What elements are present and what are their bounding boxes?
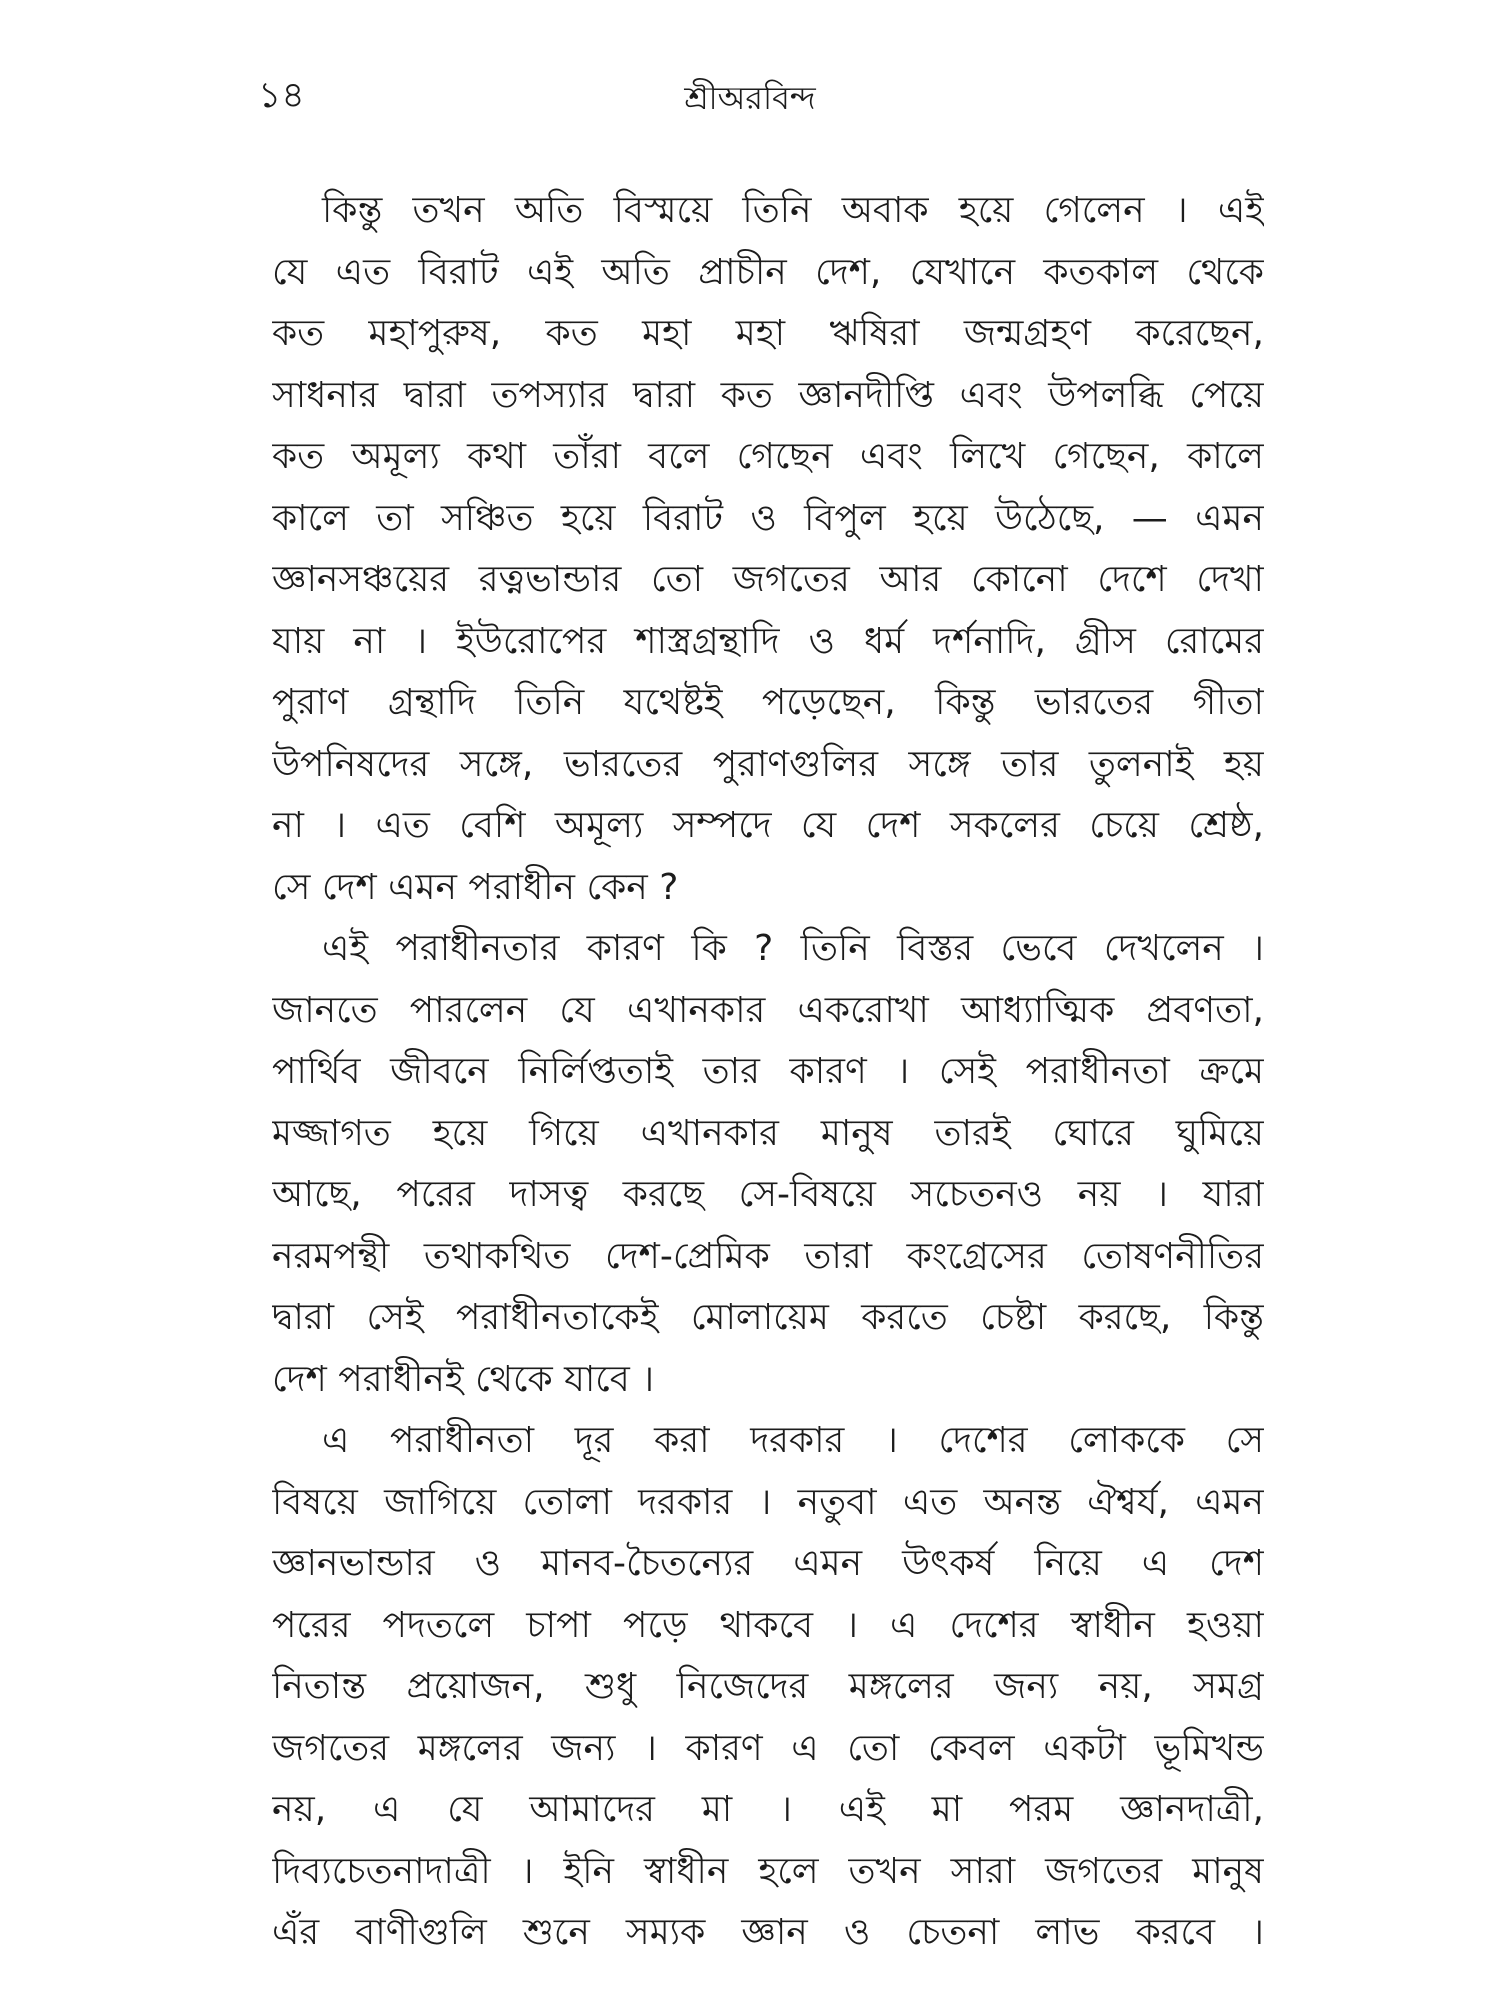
text-line: যায় না । ইউরোপের শাস্ত্রগ্রন্থাদি ও ধর্ম দর্শনাদি, গ্রীস রোমের [272, 620, 1264, 662]
paragraph-1 [272, 180, 1264, 918]
text-line: পরের পদতলে চাপা পড়ে থাকবে । এ দেশের স্বাধীন হওয়া [272, 1604, 1264, 1646]
text-line: আছে, পরের দাসত্ব করছে সে-বিষয়ে সচেতনও নয় । যারা [272, 1174, 1264, 1215]
paragraph-2 [272, 918, 1264, 1410]
text-line: নিতান্ত প্রয়োজন, শুধু নিজেদের মঙ্গলের জন্য নয়, সমগ্র [272, 1666, 1264, 1707]
text-line: জ্ঞানভান্ডার ও মানব-চৈতন্যের এমন উৎকর্ষ নিয়ে এ দেশ [272, 1543, 1264, 1584]
body-text [272, 180, 1264, 1964]
text-line: পার্থিব জীবনে নির্লিপ্ততাই তার কারণ । সেই পরাধীনতা ক্রমে [272, 1051, 1264, 1092]
text-line: জ্ঞানসঞ্চয়ের রত্নভান্ডার তো জগতের আর কোনো দেশে দেখা [272, 559, 1264, 600]
text-line: দিব্যচেতনাদাত্রী । ইনি স্বাধীন হলে তখন সারা জগতের মানুষ [272, 1850, 1264, 1892]
text-line: নরমপন্থী তথাকথিত দেশ-প্রেমিক তারা কংগ্রেসের তোষণনীতির [272, 1235, 1264, 1277]
text-line: কালে তা সঞ্চিত হয়ে বিরাট ও বিপুল হয়ে উঠেছে, — এমন [272, 497, 1264, 539]
text-line: দেশ পরাধীনই থেকে যাবে । [272, 1358, 655, 1400]
text-line: বিষয়ে জাগিয়ে তোলা দরকার । নতুবা এত অনন্ত ঐশ্বর্য, এমন [272, 1481, 1264, 1523]
paragraph-3 [272, 1410, 1264, 1964]
text-line: উপনিষদের সঙ্গে, ভারতের পুরাণগুলির সঙ্গে তার তুলনাই হয় [272, 743, 1264, 785]
text-line: সে দেশ এমন পরাধীন কেন ? [272, 866, 679, 908]
text-line: মজ্জাগত হয়ে গিয়ে এখানকার মানুষ তারই ঘোরে ঘুমিয়ে [272, 1112, 1264, 1154]
text-line: কত মহাপুরুষ, কত মহা মহা ঋষিরা জন্মগ্রহণ করেছেন, [272, 313, 1264, 354]
text-line: দ্বারা সেই পরাধীনতাকেই মোলায়েম করতে চেষ্টা করছে, কিন্তু [272, 1297, 1264, 1338]
text-line: কত অমূল্য কথা তাঁরা বলে গেছেন এবং লিখে গেছেন, কালে [272, 436, 1264, 477]
text-line: যে এত বিরাট এই অতি প্রাচীন দেশ, যেখানে কতকাল থেকে [272, 251, 1264, 293]
text-line: জগতের মঙ্গলের জন্য । কারণ এ তো কেবল একটা ভূমিখন্ড [272, 1727, 1264, 1769]
text-line: এ পরাধীনতা দূর করা দরকার । দেশের লোককে সে [322, 1420, 1264, 1461]
text-line: এই পরাধীনতার কারণ কি ? তিনি বিস্তর ভেবে দেখলেন । [322, 928, 1264, 969]
text-line: সাধনার দ্বারা তপস্যার দ্বারা কত জ্ঞানদীপ্তি এবং উপলব্ধি পেয়ে [272, 374, 1264, 416]
page-number: ১৪ [258, 75, 305, 116]
text-line: নয়, এ যে আমাদের মা । এই মা পরম জ্ঞানদাত্রী, [272, 1789, 1264, 1830]
text-line: পুরাণ গ্রন্থাদি তিনি যথেষ্টই পড়েছেন, কিন্তু ভারতের গীতা [272, 682, 1264, 723]
running-title: শ্রীঅরবিন্দ [684, 79, 816, 117]
text-line: কিন্তু তখন অতি বিস্ময়ে তিনি অবাক হয়ে গেলেন । এই [322, 190, 1264, 231]
text-line: জানতে পারলেন যে এখানকার একরোখা আধ্যাত্মিক প্রবণতা, [272, 989, 1264, 1031]
text-line: না । এত বেশি অমূল্য সম্পদে যে দেশ সকলের চেয়ে শ্রেষ্ঠ, [272, 805, 1264, 846]
text-line: এঁর বাণীগুলি শুনে সম্যক জ্ঞান ও চেতনা লাভ করবে । [272, 1912, 1264, 1953]
